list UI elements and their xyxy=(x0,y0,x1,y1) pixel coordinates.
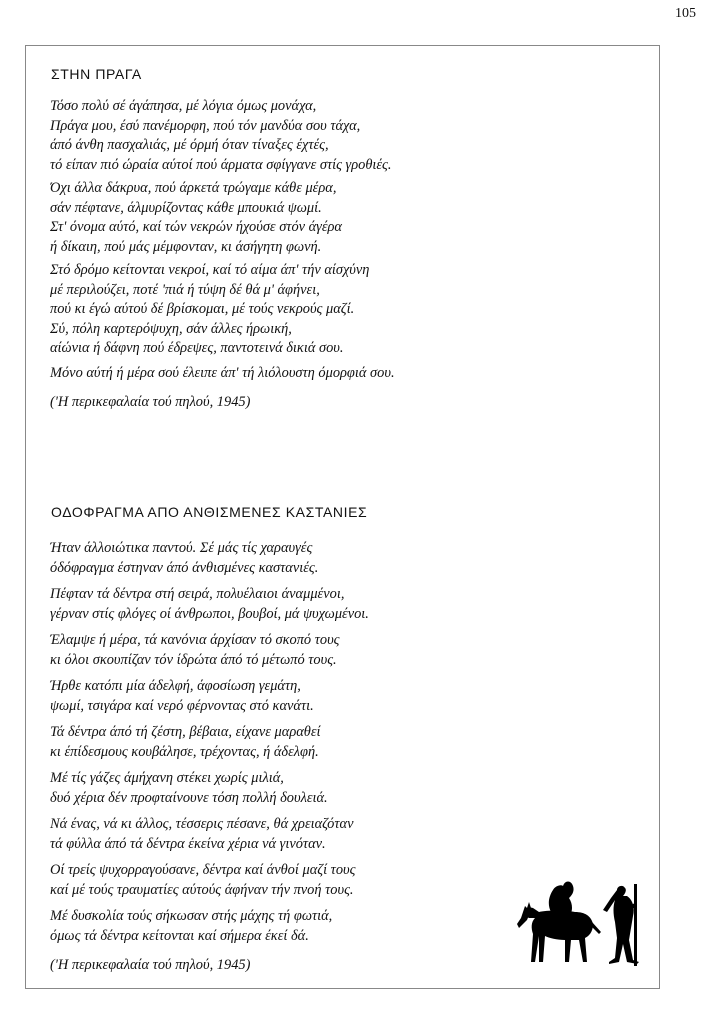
poem-source: ('Η περικεφαλαία τού πηλού, 1945) xyxy=(50,394,251,410)
poem-line: δυό χέρια δέν προφταίνουνε τόση πολλή δουλειά. xyxy=(50,789,328,806)
stanza xyxy=(50,769,328,808)
poem-line: Πράγα μου, έσύ πανέμορφη, πού τόν μανδύα σου τάχα, xyxy=(50,117,361,134)
poem-line: ψωμί, τσιγάρα καί νερό φέρνοντας στό κανάτι. xyxy=(50,697,314,714)
poem-line: Στό δρόμο κείτονται νεκροί, καί τό αίμα άπ' τήν αίσχύνη xyxy=(50,262,370,278)
poem-line: τό είπαν πιό ώραία αύτοί πού άρματα σφίγγανε στίς γροθιές. xyxy=(50,156,392,173)
poem-line: γέρναν στίς φλόγες οί άνθρωποι, βουβοί, μά ψυχωμένοι. xyxy=(50,605,369,622)
poem-line: ή δίκαιη, πού μάς μέμφονταν, κι άσήγητη φωνή. xyxy=(50,238,322,255)
stanza xyxy=(50,261,369,359)
poem-line: καί μέ τούς τραυματίες αύτούς άφήναν τήν πνοή τους. xyxy=(50,881,354,898)
poem-line: Όχι άλλα δάκρυα, πού άρκετά τρώγαμε κάθε μέρα, xyxy=(50,180,337,196)
poem-line: Μέ δυσκολία τούς σήκωσαν στής μάχης τή φωτιά, xyxy=(50,908,333,924)
stanza xyxy=(50,539,318,578)
stanza xyxy=(50,364,395,384)
poem-line: Έλαμψε ή μέρα, τά κανόνια άρχίσαν τό σκοπό τους xyxy=(50,632,340,648)
poem-line: Μέ τίς γάζες άμήχανη στέκει χωρίς μιλιά, xyxy=(50,770,284,786)
poem-line: σάν πέφτανε, άλμυρίζοντας κάθε μπουκιά ψωμί. xyxy=(50,199,322,216)
poem-title: ΣΤΗΝ ΠΡΑΓΑ xyxy=(51,66,142,82)
page-number: 105 xyxy=(675,6,696,21)
poem-line: πού κι έγώ αύτού δέ βρίσκομαι, μέ τούς νεκρούς μαζί. xyxy=(50,301,355,317)
poem-line: Νά ένας, νά κι άλλος, τέσσερις πέσανε, θά χρειαζόταν xyxy=(50,816,354,832)
poem-line: άπό άνθη πασχαλιάς, μέ όρμή όταν τίναξες έχτές, xyxy=(50,137,329,153)
poem-line: Πέφταν τά δέντρα στή σειρά, πολυέλαιοι άναμμένοι, xyxy=(50,586,345,602)
stanza xyxy=(50,585,369,624)
poem-title: ΟΔΟΦΡΑΓΜΑ ΑΠΟ ΑΝΘΙΣΜΕΝΕΣ ΚΑΣΤΑΝΙΕΣ xyxy=(51,504,368,520)
poem-line: μέ περιλούζει, ποτέ 'πιά ή τύψη δέ θά μ' άφήνει, xyxy=(50,281,320,298)
poem-source: ('Η περικεφαλαία τού πηλού, 1945) xyxy=(50,957,251,973)
stanza xyxy=(50,97,392,175)
poem-line: αίώνια ή δάφνη πού έδρεψες, παντοτεινά δικιά σου. xyxy=(50,340,344,356)
donkey-rider-and-walker-silhouette-icon xyxy=(517,866,647,972)
stanza xyxy=(50,907,332,946)
poem-line: κι έπίδεσμους κουβάλησε, τρέχοντας, ή άδελφή. xyxy=(50,743,319,760)
poem-line: Ήρθε κατόπι μία άδελφή, άφοσίωση γεμάτη, xyxy=(50,678,301,694)
stanza xyxy=(50,861,355,900)
stanza xyxy=(50,179,342,257)
poem-line: Ήταν άλλοιώτικα παντού. Σέ μάς τίς χαραυγές xyxy=(50,540,313,556)
poem-line: Σύ, πόλη καρτερόψυχη, σάν άλλες ήρωική, xyxy=(50,320,292,337)
stanza xyxy=(50,723,321,762)
poem-line: Τά δέντρα άπό τή ζέστη, βέβαια, είχανε μαραθεί xyxy=(50,724,321,740)
poem-line: όμως τά δέντρα κείτονται καί σήμερα έκεί δά. xyxy=(50,927,309,944)
stanza xyxy=(50,677,314,716)
poem-line: Μόνο αύτή ή μέρα σού έλειπε άπ' τή λιόλουστη όμορφιά σου. xyxy=(50,365,395,381)
poem-line: Τόσο πολύ σέ άγάπησα, μέ λόγια όμως μονάχα, xyxy=(50,98,317,114)
poem-line: τά φύλλα άπό τά δέντρα έκείνα χέρια νά γινόταν. xyxy=(50,835,326,852)
poem-line: όδόφραγμα έστηναν άπό άνθισμένες καστανιές. xyxy=(50,559,319,576)
poem-line: κι όλοι σκουπίζαν τόν ίδρώτα άπό τό μέτωπό τους. xyxy=(50,651,337,668)
poem-line: Στ' όνομα αύτό, καί τών νεκρών ήχούσε στόν άγέρα xyxy=(50,219,342,235)
stanza xyxy=(50,631,340,670)
poem-line: Οί τρείς ψυχορραγούσανε, δέντρα καί άνθοί μαζί τους xyxy=(50,862,356,878)
stanza xyxy=(50,815,353,854)
